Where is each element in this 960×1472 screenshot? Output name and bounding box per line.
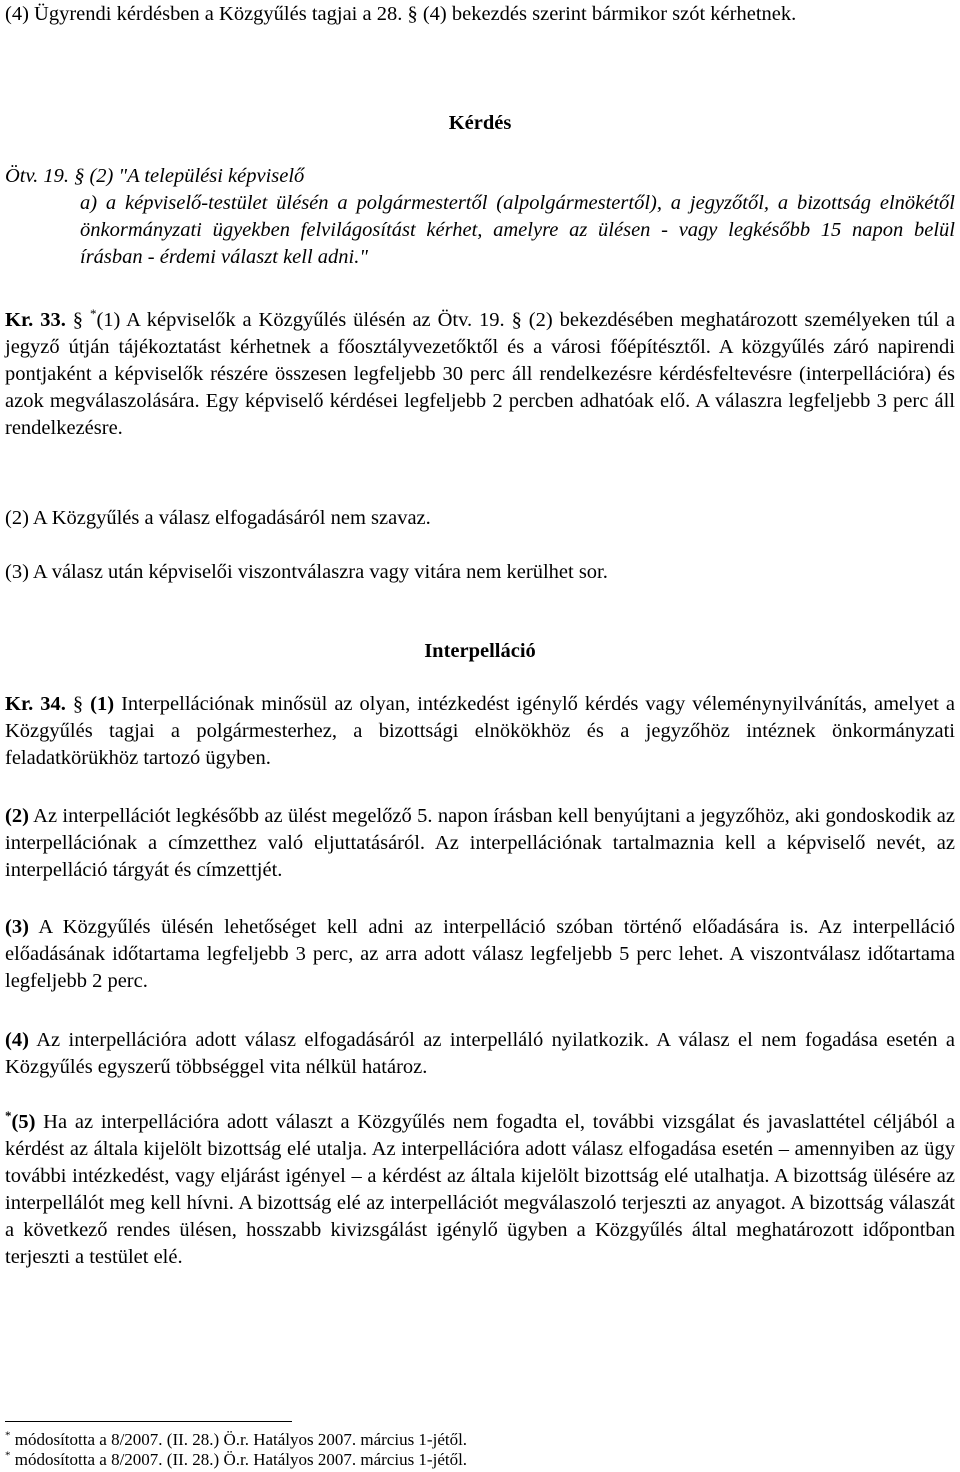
- kr34-p5-num: (5): [11, 1111, 36, 1133]
- kr34-p3-num: (3): [5, 916, 29, 938]
- footnote-1: [5, 1430, 467, 1450]
- footnote-divider: [5, 1421, 292, 1422]
- kr34-p4-text: Az interpellációra adott válasz elfogadásáról az interpelláló nyilatkozik. A válasz el nem fogadása esetén a Közgyűlés egyszerű többséggel vita nélkül határoz.: [5, 1029, 955, 1078]
- kr33-footnote-ref: *: [89, 306, 97, 322]
- kr33-p2-num: (2): [5, 507, 29, 529]
- kr33-number: Kr. 33.: [5, 309, 66, 331]
- kr33-p3-num: (3): [5, 561, 29, 583]
- kr34-paragraph-4: [5, 1027, 955, 1081]
- kerdes-heading: Kérdés: [448, 112, 512, 134]
- kr33-p1-text: A képviselők a Közgyűlés ülésén az Ötv. 19. § (2) bekezdésében meghatározott személyeken túl a jegyző útján tájékoztatást kérhetnek a főosztályvezetőktől és a városi főépítésztől. A közgyűlés záró napirendi pontjaként a képviselők részére összesen legfeljebb 30 perc áll rendelkezésre kérdésfeltevésre (interpellációra) és azok megválaszolására. Egy képviselő kérdései legfeljebb 2 percben adhatóak elő. A válaszra legfeljebb 3 perc áll rendelkezésre.: [5, 309, 956, 439]
- kr34-p4-num: (4): [5, 1029, 29, 1051]
- kr34-paragraph-2: [5, 803, 955, 884]
- kr34-p3-text: A Közgyűlés ülésén lehetőséget kell adni az interpelláció szóban történő előadására is. Az interpelláció előadásának időtartama legfeljebb 3 perc, az arra adott válasz legfeljebb 5 perc lehet. A viszontválasz időtartama legfeljebb 2 perc.: [5, 916, 955, 992]
- kr33-p2-text: A Közgyűlés a válasz elfogadásáról nem szavaz.: [28, 507, 431, 529]
- kr34-p2-num: (2): [5, 805, 29, 827]
- otv-quote-body: a) a képviselő-testület ülésén a polgármestertől (alpolgármestertől), a jegyzőtől, a bizottság elnökétől önkormányzati ügyekben felvilágosítást kérhet, amelyre az ülésen - vagy legkésőbb 15 napon belül írásban - érdemi választ kell adni.": [80, 192, 955, 268]
- kr33-p1-num: (1): [96, 309, 121, 331]
- kr34-p2-text: Az interpellációt legkésőbb az ülést megelőző 5. napon írásban kell benyújtani a jegyzőhöz, aki gondoskodik az interpellációnak a címzetthez való eljuttatásáról. Az interpellációnak tartalmaznia kell a képviselő nevét, az interpelláció tárgyát és címzettjét.: [5, 805, 955, 881]
- footnote-2-text: módosította a 8/2007. (II. 28.) Ö.r. Hatályos 2007. március 1-jétől.: [10, 1450, 468, 1469]
- kr34-paragraph-3: [5, 914, 955, 995]
- kr34-p1-text: Interpellációnak minősül az olyan, intézkedést igénylő kérdés vagy véleménynyilvánítás, amelyet a Közgyűlés tagjai a polgármesterhez, a bizottsági elnökökhöz és a jegyzőhöz intéznek önkormányzati feladatkörükhöz tartozó ügyben.: [5, 693, 955, 769]
- kr33-p3-text: A válasz után képviselői viszontválaszra vagy vitára nem kerülhet sor.: [28, 561, 608, 583]
- kr34-p5-text: Ha az interpellációra adott választ a Közgyűlés nem fogadta el, további vizsgálat és javaslattétel céljából a kérdést az általa kijelölt bizottság elé utalja. Az interpellációra adott válasz elfogadása esetén – amennyiben az ügy további intézkedést, vagy eljárást igényel – a kérdést az általa kijelölt bizottság elé utalhatja. A bizottság ülésére az interpellálót meg kell hívni. A bizottság elé az interpellációt megválaszoló terjeszti az anyagot. A bizottság válaszát a következő rendes ülésen, hosszabb kivizsgálást igénylő ügyben a Közgyűlés által meghatározott időpontban terjeszti a testület elé.: [5, 1111, 955, 1268]
- footnote-1-mark: *: [5, 1429, 11, 1442]
- kr33-section-mark: §: [72, 309, 84, 331]
- otv-reference-text: Ötv. 19. § (2) "A települési képviselő: [5, 165, 305, 187]
- intro-paragraph: (4) Ügyrendi kérdésben a Közgyűlés tagjai a 28. § (4) bekezdés szerint bármikor szót kérhetnek.: [5, 3, 797, 25]
- otv-reference-line: [5, 163, 955, 190]
- kr33-paragraph-1: [5, 307, 955, 442]
- kr34-paragraph-5: [5, 1109, 955, 1271]
- kr33-paragraph-2: [5, 505, 955, 532]
- footnote-1-text: módosította a 8/2007. (II. 28.) Ö.r. Hatályos 2007. március 1-jétől.: [10, 1430, 468, 1449]
- kr34-p1-num: (1): [90, 693, 115, 715]
- kr34-section-mark: §: [72, 693, 84, 715]
- kr34-p5-footnote-ref: *: [5, 1108, 12, 1124]
- footnote-2-mark: *: [5, 1449, 11, 1462]
- kr34-paragraph-1: [5, 691, 955, 772]
- kr33-paragraph-3: [5, 559, 955, 586]
- footnote-2: [5, 1450, 467, 1470]
- kr34-number: Kr. 34.: [5, 693, 66, 715]
- interpellacio-heading: Interpelláció: [424, 640, 536, 662]
